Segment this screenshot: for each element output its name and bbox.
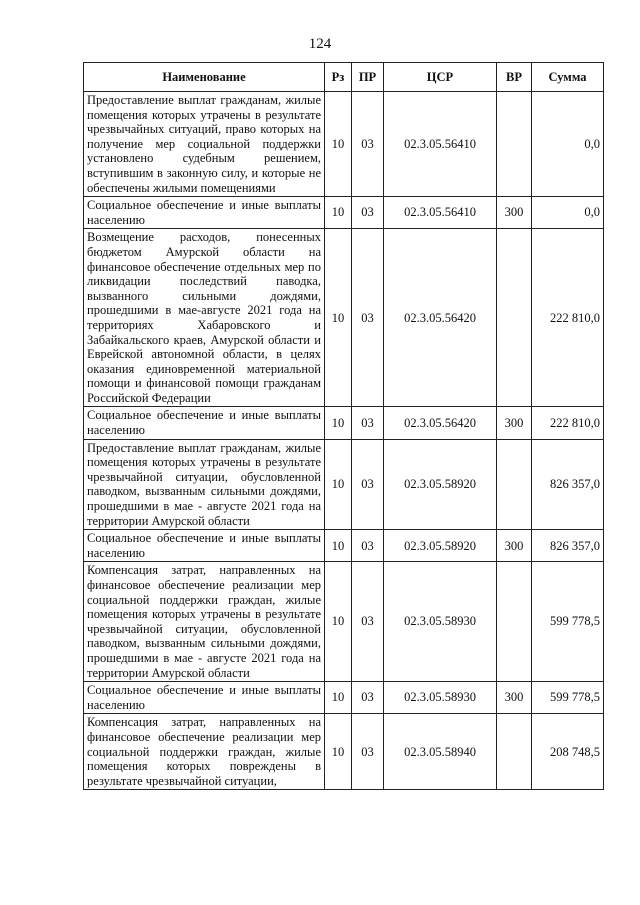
row-name: Социальное обеспечение и иные выплаты населению [84, 197, 325, 229]
row-rz: 10 [325, 562, 352, 682]
row-csr: 02.3.05.56420 [384, 407, 497, 439]
row-sum: 0,0 [532, 92, 604, 197]
row-name: Предоставление выплат гражданам, жилые помещения которых утрачены в результате чрезвычайных ситуаций, право которых на получение мер социальной поддержки установлено судебным решением, вступившим в законную силу, и которые не обеспечены жилыми помещениями [84, 92, 325, 197]
row-pr: 03 [352, 197, 384, 229]
header-csr: ЦСР [384, 63, 497, 92]
row-sum: 826 357,0 [532, 530, 604, 562]
row-vr: 300 [497, 407, 532, 439]
row-name: Социальное обеспечение и иные выплаты населению [84, 530, 325, 562]
row-csr: 02.3.05.56420 [384, 229, 497, 407]
row-sum: 208 748,5 [532, 714, 604, 790]
row-sum: 599 778,5 [532, 562, 604, 682]
row-csr: 02.3.05.58930 [384, 562, 497, 682]
table-row [84, 229, 604, 407]
row-pr: 03 [352, 92, 384, 197]
row-rz: 10 [325, 682, 352, 714]
row-pr: 03 [352, 682, 384, 714]
row-rz: 10 [325, 439, 352, 530]
row-name: Возмещение расходов, понесенных бюджетом Амурской области на финансовое обеспечение отдельных мер по ликвидации последствий паводка, вызванного сильными дождями, прошедшими в мае-августе 2021 года на территориях Хабаровского и Забайкальского краев, Амурской области и Еврейской автономной области, в целях оказания единовременной материальной помощи и финансовой помощи гражданам Российской Федерации [84, 229, 325, 407]
budget-table [83, 62, 604, 790]
row-rz: 10 [325, 197, 352, 229]
row-vr: 300 [497, 197, 532, 229]
row-vr [497, 229, 532, 407]
row-name: Социальное обеспечение и иные выплаты населению [84, 682, 325, 714]
row-vr: 300 [497, 682, 532, 714]
row-name: Социальное обеспечение и иные выплаты населению [84, 407, 325, 439]
row-csr: 02.3.05.58920 [384, 530, 497, 562]
row-pr: 03 [352, 407, 384, 439]
row-name: Компенсация затрат, направленных на финансовое обеспечение реализации мер социальной поддержки граждан, жилые помещения которых утрачены в результате чрезвычайной ситуации, обусловленной паводком, вызванным сильными дождями, прошедшими в мае - августе 2021 года на территории Амурской области [84, 562, 325, 682]
row-sum: 599 778,5 [532, 682, 604, 714]
row-rz: 10 [325, 229, 352, 407]
row-rz: 10 [325, 407, 352, 439]
row-name: Предоставление выплат гражданам, жилые помещения которых утрачены в результате чрезвычайной ситуации, обусловленной паводком, вызванным сильными дождями, прошедшими в мае - августе 2021 года на территории Амурской области [84, 439, 325, 530]
row-sum: 826 357,0 [532, 439, 604, 530]
header-rz: Рз [325, 63, 352, 92]
row-csr: 02.3.05.56410 [384, 197, 497, 229]
row-vr [497, 92, 532, 197]
row-pr: 03 [352, 439, 384, 530]
row-pr: 03 [352, 530, 384, 562]
header-pr: ПР [352, 63, 384, 92]
table-header-row [84, 63, 604, 92]
row-vr: 300 [497, 530, 532, 562]
row-sum: 222 810,0 [532, 407, 604, 439]
header-sum: Сумма [532, 63, 604, 92]
page-number: 124 [308, 36, 332, 52]
header-vr: ВР [497, 63, 532, 92]
row-rz: 10 [325, 714, 352, 790]
table-row [84, 439, 604, 530]
header-name: Наименование [84, 63, 325, 92]
table-row [84, 682, 604, 714]
row-name: Компенсация затрат, направленных на финансовое обеспечение реализации мер социальной поддержки граждан, жилые помещения которых повреждены в результате чрезвычайной ситуации, [84, 714, 325, 790]
row-csr: 02.3.05.58930 [384, 682, 497, 714]
row-pr: 03 [352, 229, 384, 407]
row-pr: 03 [352, 562, 384, 682]
table-row [84, 197, 604, 229]
row-rz: 10 [325, 530, 352, 562]
row-vr [497, 439, 532, 530]
row-csr: 02.3.05.56410 [384, 92, 497, 197]
row-csr: 02.3.05.58940 [384, 714, 497, 790]
table-row [84, 562, 604, 682]
row-rz: 10 [325, 92, 352, 197]
table-row [84, 714, 604, 790]
row-sum: 0,0 [532, 197, 604, 229]
table-row [84, 530, 604, 562]
row-csr: 02.3.05.58920 [384, 439, 497, 530]
table-row [84, 407, 604, 439]
row-vr [497, 714, 532, 790]
row-pr: 03 [352, 714, 384, 790]
table-row [84, 92, 604, 197]
row-sum: 222 810,0 [532, 229, 604, 407]
row-vr [497, 562, 532, 682]
